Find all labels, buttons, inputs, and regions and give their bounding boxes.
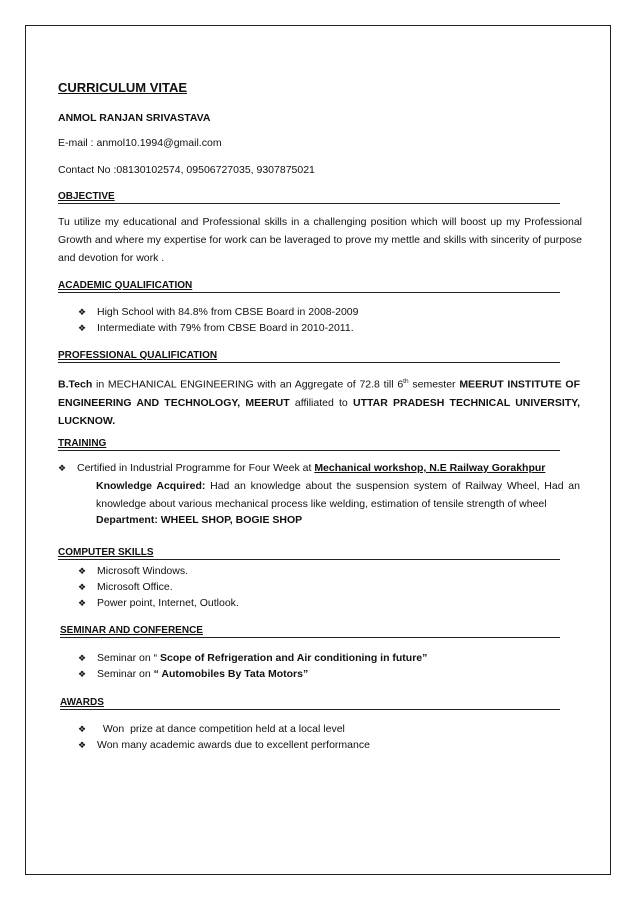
list-item: ❖ Microsoft Office. xyxy=(78,581,173,593)
diamond-bullet-icon: ❖ xyxy=(58,463,67,473)
document-title: CURRICULUM VITAE xyxy=(58,80,188,95)
training-department: Department: WHEEL SHOP, BOGIE SHOP xyxy=(96,514,303,526)
list-item: ❖ High School with 84.8% from CBSE Board in 2008-2009 xyxy=(78,306,359,318)
list-item: ❖ Intermediate with 79% from CBSE Board in 2010-2011. xyxy=(78,322,354,334)
list-item: ❖ Seminar on “ Automobiles By Tata Motors” xyxy=(78,668,309,680)
diamond-bullet-icon: ❖ xyxy=(78,566,87,576)
diamond-bullet-icon: ❖ xyxy=(78,307,87,317)
awards-list xyxy=(78,721,370,753)
list-item: ❖ Won prize at dance competition held at a local level xyxy=(78,723,345,735)
diamond-bullet-icon: ❖ xyxy=(78,653,87,663)
awards-heading: AWARDS xyxy=(60,697,104,708)
contact-line: Contact No :08130102574, 09506727035, 9307875021 xyxy=(58,164,315,176)
section-seminar xyxy=(60,625,560,638)
computer-heading: COMPUTER SKILLS xyxy=(58,547,154,558)
diamond-bullet-icon: ❖ xyxy=(78,323,87,333)
objective-heading: OBJECTIVE xyxy=(58,191,115,202)
list-item: ❖ Seminar on “ Scope of Refrigeration and Air conditioning in future” xyxy=(78,652,428,664)
diamond-bullet-icon: ❖ xyxy=(78,598,87,608)
candidate-name: ANMOL RANJAN SRIVASTAVA xyxy=(58,112,211,124)
email-line: E-mail : anmol10.1994@gmail.com xyxy=(58,137,222,149)
list-item: ❖ Microsoft Windows. xyxy=(78,565,189,577)
training-knowledge: Knowledge Acquired: Had an knowledge about the suspension system of Railway Wheel, Had an knowledge about various mechanical process like welding, estimation of tensile strength of wheel xyxy=(96,480,580,510)
diamond-bullet-icon: ❖ xyxy=(78,582,87,592)
academic-heading: ACADEMIC QUALIFICATION xyxy=(58,280,193,291)
professional-heading: PROFESSIONAL QUALIFICATION xyxy=(58,350,218,361)
list-item: ❖ Won many academic awards due to excellent performance xyxy=(78,739,370,751)
list-item: ❖ Power point, Internet, Outlook. xyxy=(78,597,239,609)
seminar-list xyxy=(78,650,427,682)
diamond-bullet-icon: ❖ xyxy=(78,740,87,750)
training-item: ❖ Certified in Industrial Programme for Four Week at Mechanical workshop, N.E Railway Gorakhpur xyxy=(58,462,546,474)
academic-list xyxy=(78,304,358,336)
section-computer xyxy=(58,547,560,560)
professional-text: B.Tech in MECHANICAL ENGINEERING with an Aggregate of 72.8 till 6th semester MEERUT INSTITUTE OF ENGINEERING AND TECHNOLOGY, MEERUT affiliated to UTTAR PRADESH TECHNICAL UNIVERSITY, LUCKNOW. xyxy=(58,378,580,427)
training-heading: TRAINING xyxy=(58,438,107,449)
seminar-heading: SEMINAR AND CONFERENCE xyxy=(60,625,203,636)
diamond-bullet-icon: ❖ xyxy=(78,724,87,734)
section-professional xyxy=(58,350,560,363)
section-objective xyxy=(58,191,560,204)
section-training xyxy=(58,438,560,451)
diamond-bullet-icon: ❖ xyxy=(78,669,87,679)
section-academic xyxy=(58,280,560,293)
objective-text: Tu utilize my educational and Professional skills in a challenging position which will boost up my Professional Growth and where my expertise for work can be laveraged to prove my mettle and skills with sincerity of purpose and devotion for work . xyxy=(58,216,582,264)
computer-list xyxy=(78,563,239,611)
section-awards xyxy=(60,697,560,710)
